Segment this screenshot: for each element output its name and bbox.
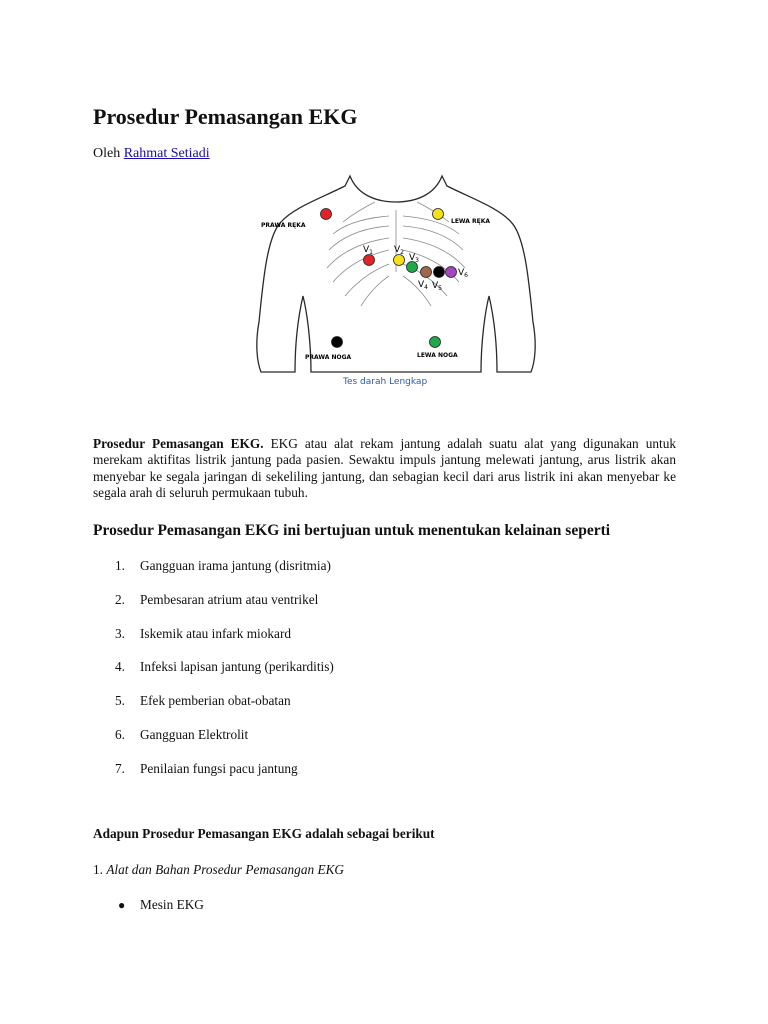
list-item	[93, 659, 676, 693]
purpose-list	[93, 558, 676, 795]
label-left-arm: LEWA RĘKA	[451, 218, 491, 225]
electrode-right-leg	[332, 337, 343, 348]
procedure-heading: Adapun Prosedur Pemasangan EKG adalah sebagai berikut	[93, 826, 435, 841]
purpose-heading: Prosedur Pemasangan EKG ini bertujuan untuk menentukan kelainan seperti	[93, 522, 611, 539]
electrode-v5	[434, 267, 445, 278]
list-item-text: Mesin EKG	[140, 897, 204, 912]
list-item	[93, 727, 676, 761]
intro-paragraph	[93, 436, 676, 501]
label-right-arm: PRAWA RĘKA	[261, 222, 306, 229]
electrode-right-arm	[321, 209, 332, 220]
electrode-left-leg	[430, 337, 441, 348]
step-1-title: Alat dan Bahan Prosedur Pemasangan EKG	[106, 862, 345, 877]
step-1-heading	[93, 862, 344, 878]
list-item-text: Penilaian fungsi pacu jantung	[140, 760, 298, 776]
electrode-left-arm	[433, 209, 444, 220]
electrode-v4	[421, 267, 432, 278]
ekg-electrode-diagram	[245, 172, 547, 392]
list-item-text: Infeksi lapisan jantung (perikarditis)	[140, 659, 334, 675]
list-item	[93, 761, 676, 795]
author-link[interactable]: Rahmat Setiadi	[123, 146, 210, 161]
label-v5: $V_5$	[432, 281, 442, 292]
step-1-number: 1.	[93, 862, 103, 877]
list-item-number: 5.	[115, 693, 125, 709]
list-item-number: 2.	[115, 591, 125, 607]
label-left-leg: LEWA NOGA	[417, 352, 458, 359]
figure-caption: Tes darah Lengkap	[343, 377, 428, 387]
page-title: Prosedur Pemasangan EKG	[93, 104, 358, 129]
list-item-text: Iskemik atau infark miokard	[140, 625, 292, 641]
intro-lead: Prosedur Pemasangan EKG.	[93, 436, 264, 451]
electrode-v2	[394, 255, 405, 266]
list-item-text: Pembesaran atrium atau ventrikel	[140, 591, 319, 607]
list-item	[93, 592, 676, 626]
byline-prefix: Oleh	[93, 146, 121, 161]
bullet-icon: ●	[118, 898, 126, 912]
list-item	[93, 626, 676, 660]
label-v4: $V_4$	[418, 280, 428, 291]
torso-illustration	[245, 172, 547, 392]
electrode-v6	[446, 267, 457, 278]
label-v6: $V_6$	[458, 268, 468, 279]
list-item-number: 1.	[115, 558, 125, 573]
list-item-text: Efek pemberian obat-obatan	[140, 693, 291, 709]
list-item-number: 3.	[115, 625, 125, 641]
list-item-text: Gangguan Elektrolit	[140, 726, 249, 742]
list-item-text: Gangguan irama jantung (disritmia)	[140, 558, 331, 573]
torso-outline	[257, 176, 535, 372]
list-item-number: 4.	[115, 659, 125, 675]
list-item	[93, 558, 676, 592]
label-v3: $V_3$	[409, 253, 419, 264]
list-item-number: 7.	[115, 760, 125, 776]
list-item	[93, 693, 676, 727]
label-v1: $V_1$	[363, 245, 373, 256]
electrode-v1	[364, 255, 375, 266]
label-v2: $V_2$	[394, 245, 404, 256]
list-item-number: 6.	[115, 726, 125, 742]
byline	[93, 146, 210, 162]
label-right-leg: PRAWA NOGA	[305, 354, 352, 361]
intro-body: EKG atau alat rekam jantung adalah suatu alat yang digunakan untuk merekam aktifitas listrik jantung pada pasien. Sewaktu impuls jantung melewati jantung, arus listrik akan menyebar ke segala jaringan di sekeliling jantung, dan sebagian kecil dari arus listrik ini akan menyebar ke segala arah di seluruh permukaan tubuh.	[93, 436, 676, 500]
